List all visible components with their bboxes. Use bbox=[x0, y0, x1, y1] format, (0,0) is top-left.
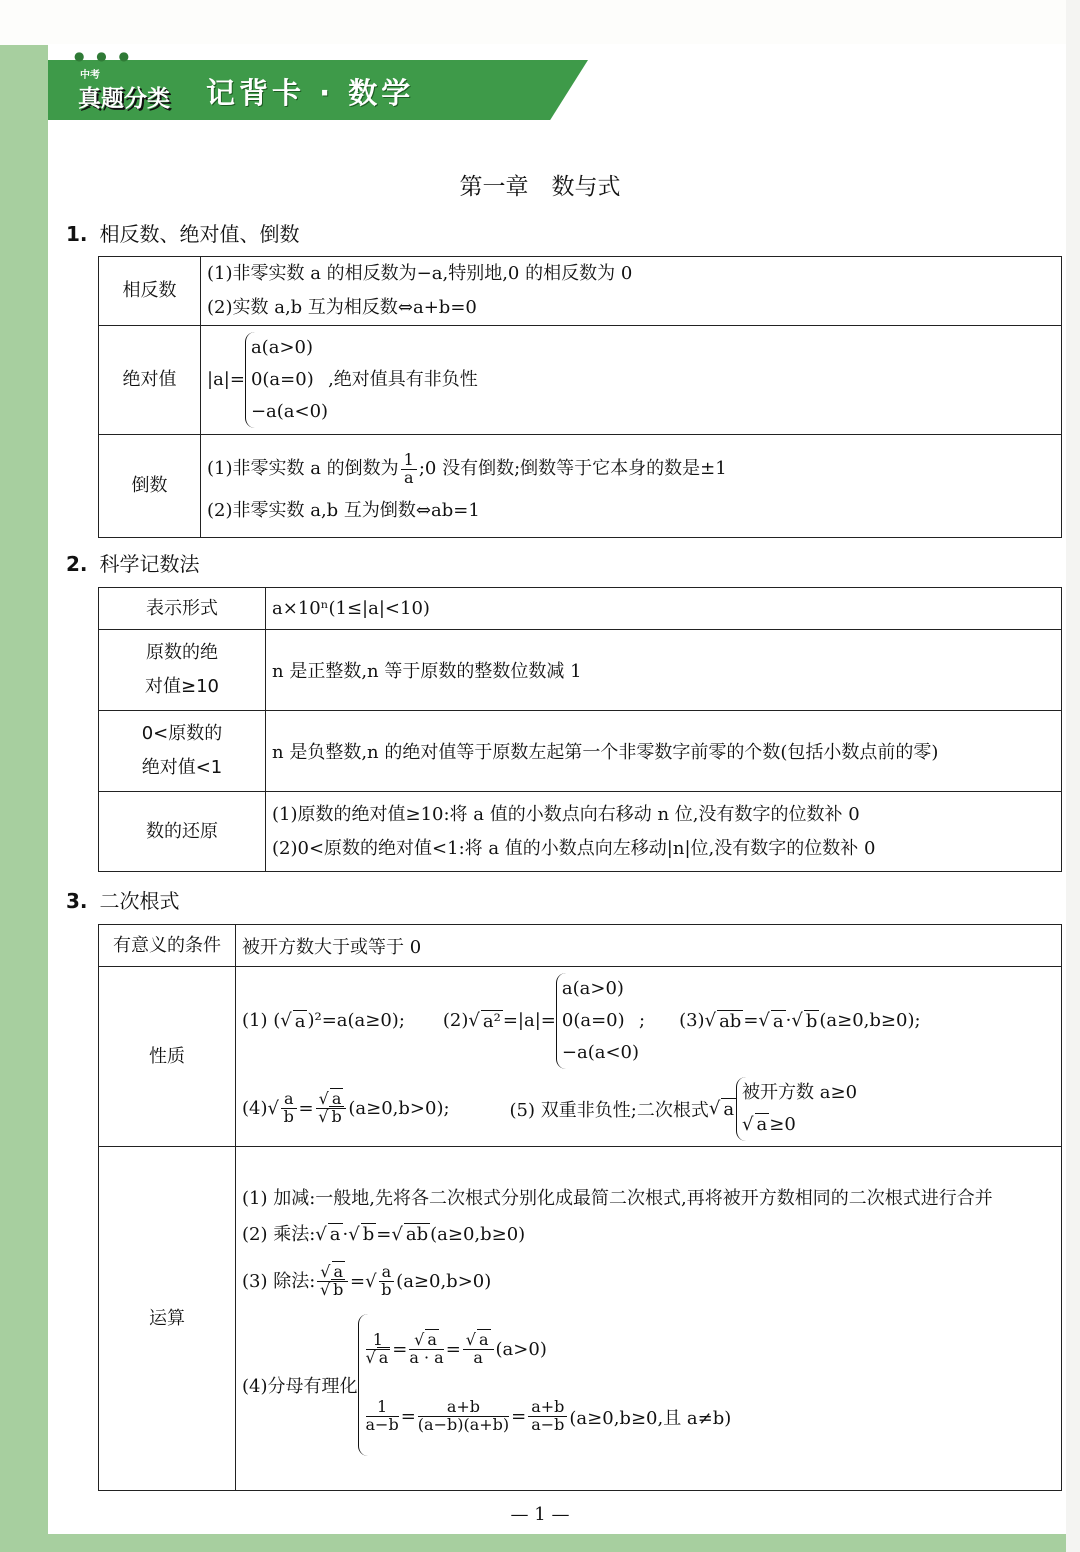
text-part: (a≥0,b≥0,且 a≠b) bbox=[569, 1407, 732, 1429]
case-line: ≥0 bbox=[769, 1113, 796, 1135]
table-row bbox=[99, 326, 1062, 435]
text-part: =|a|= bbox=[502, 1010, 556, 1031]
table-row bbox=[99, 792, 1062, 872]
radicand: b bbox=[805, 1010, 818, 1032]
table-scientific-notation bbox=[98, 587, 1062, 872]
table-row bbox=[99, 257, 1062, 326]
case-line: −a(a<0) bbox=[561, 1041, 639, 1063]
text-part: = bbox=[400, 1406, 416, 1427]
text-part: ; bbox=[639, 1010, 646, 1031]
text-part: (a≥0,b≥0) bbox=[430, 1223, 526, 1245]
table-row: 运算 (1) 加减:一般地,先将各二次根式分别化成最简二次根式,再将被开方数相同的二次根式进行合并 (2) 乘法:√ a ·√ b =√ ab (a≥0,b≥0) (3) 除法: $\frac{√ a}{√ b}$ =√ $\frac{a}{b}$ (a≥0,b>0) (4)分母有理化 $\frac{1}{√ a}$ = $\frac{√ a}{a \cdot a}$ = $\frac{√ a}{a}$ (a>0) $\frac{1}{a-b}$ = $\frac{a+b}{(a-b)(a+b)}$ = $\frac{a+b}{a-b}$ (a≥0,b≥0,且 a≠b) bbox=[99, 1147, 1062, 1491]
denominator: a · a bbox=[409, 1348, 444, 1367]
section-number: 3. bbox=[66, 889, 88, 913]
row-label: 运算 bbox=[99, 1147, 236, 1491]
case-line: a(a>0) bbox=[561, 977, 624, 999]
row-label: 绝对值 bbox=[99, 326, 201, 435]
row-label bbox=[99, 630, 266, 711]
label-line: 绝对值<1 bbox=[141, 757, 223, 778]
text-part: (3) bbox=[679, 1010, 705, 1031]
text-part: (2) 乘法: bbox=[242, 1223, 316, 1245]
case-line: 0(a=0) bbox=[561, 1009, 625, 1031]
numerator: 1 bbox=[401, 452, 417, 470]
radicand: a bbox=[427, 1330, 437, 1350]
table-row bbox=[99, 630, 1062, 711]
radicand: a bbox=[329, 1223, 341, 1245]
denominator: √ a bbox=[365, 1348, 389, 1367]
table-row bbox=[99, 711, 1062, 792]
label-line: 原数的绝 bbox=[146, 642, 218, 663]
radicand: b bbox=[333, 1280, 344, 1299]
header-dots: ● ● ● bbox=[74, 49, 134, 63]
fraction bbox=[366, 1332, 391, 1367]
text-part: = bbox=[392, 1339, 408, 1360]
fraction bbox=[379, 1264, 395, 1299]
text-part: (1)非零实数 a 的倒数为 bbox=[207, 458, 399, 479]
radicand: a bbox=[294, 1010, 306, 1032]
case-line: a(a>0) bbox=[250, 337, 313, 358]
numerator: √ a bbox=[317, 1264, 348, 1282]
text-line: (2)实数 a,b 互为相反数⇔a+b=0 bbox=[207, 297, 477, 318]
radicand: a bbox=[378, 1348, 389, 1367]
row-text: n 是负整数,n 的绝对值等于原数左起第一个非零数字前零的个数(包括小数点前的零) bbox=[266, 711, 1062, 792]
text-part: (3) 除法: bbox=[242, 1270, 316, 1292]
text-part: = bbox=[445, 1339, 461, 1360]
numerator: √ a bbox=[463, 1332, 494, 1350]
text-part: = bbox=[298, 1098, 314, 1119]
abs-tail: ,绝对值具有非负性 bbox=[328, 369, 478, 390]
fraction bbox=[418, 1399, 509, 1434]
text-part: · bbox=[342, 1223, 349, 1245]
text-line: (1)原数的绝对值≥10:将 a 值的小数点向右移动 n 位,没有数字的位数补 0 bbox=[272, 803, 860, 825]
chapter-title: 第一章 数与式 bbox=[459, 174, 621, 200]
text-part: (a>0) bbox=[495, 1339, 547, 1360]
label-line: 0<原数的 bbox=[141, 723, 223, 744]
cases-brace bbox=[245, 332, 328, 428]
row-label: 倒数 bbox=[99, 435, 201, 538]
case-line: 0(a=0) bbox=[250, 369, 314, 390]
text-part: ;0 没有倒数;倒数等于它本身的数是±1 bbox=[418, 458, 727, 479]
text-part: (1) ( bbox=[242, 1010, 281, 1031]
row-text: 被开方数大于或等于 0 bbox=[236, 925, 1062, 967]
case-line: −a(a<0) bbox=[250, 401, 329, 422]
radicand: a bbox=[333, 1262, 344, 1282]
numerator: 1 bbox=[366, 1332, 391, 1350]
row-label: 数的还原 bbox=[99, 792, 266, 872]
denominator: a bbox=[473, 1348, 483, 1367]
fraction bbox=[401, 449, 417, 487]
numerator: 1 bbox=[366, 1399, 399, 1417]
row-label: 有意义的条件 bbox=[99, 925, 236, 967]
row-label bbox=[99, 711, 266, 792]
case-line: 被开方数 a≥0 bbox=[742, 1081, 858, 1103]
section-number: 2. bbox=[66, 552, 88, 576]
denominator: √ b bbox=[318, 1107, 342, 1126]
text-part: = bbox=[350, 1270, 366, 1292]
table-row bbox=[99, 588, 1062, 630]
header-small-tag: 中考 bbox=[80, 70, 100, 81]
table-quadratic-radicals bbox=[98, 924, 1062, 1491]
text-line: (1) 加减:一般地,先将各二次根式分别化成最简二次根式,再将被开方数相同的二次根式进行合并 bbox=[242, 1187, 993, 1209]
section-3-heading bbox=[66, 885, 180, 914]
table-row bbox=[99, 435, 1062, 538]
text-line: (1)非零实数 a 的相反数为−a,特别地,0 的相反数为 0 bbox=[207, 263, 633, 284]
text-line: (2)0<原数的绝对值<1:将 a 值的小数点向左移动|n|位,没有数字的位数补 0 bbox=[272, 837, 876, 859]
denominator: b bbox=[283, 1107, 294, 1126]
text-part: = bbox=[511, 1406, 527, 1427]
table-row: 性质 (1) ( √ a )²=a(a≥0); (2) √ a² =|a|= a(a>0) 0(a=0) −a(a<0) ; (3) √ ab = √ a · √ b (a≥0,b≥0); (4) √ $\frac{a}{b}$ = $\frac{√ a}{√ b}$ (a≥0,b>0); (5) 双重非负性;二次根式 √ a 被开方数 a≥0 √ a ≥0 bbox=[99, 967, 1062, 1147]
numerator: a+b bbox=[528, 1399, 567, 1417]
radicand: ab bbox=[405, 1223, 429, 1245]
radicand: b bbox=[362, 1223, 375, 1245]
denominator: b bbox=[381, 1280, 392, 1299]
section-title: 相反数、绝对值、倒数 bbox=[99, 222, 300, 246]
header-title: 记背卡 · 数学 bbox=[206, 76, 415, 110]
numerator: a+b bbox=[418, 1399, 509, 1417]
radicand: a bbox=[331, 1089, 342, 1109]
text-part: (2) bbox=[442, 1010, 469, 1031]
denominator: (a−b)(a+b) bbox=[417, 1415, 510, 1434]
radicand: a bbox=[478, 1330, 489, 1350]
text-part: (a≥0,b>0); bbox=[348, 1098, 450, 1119]
text-part: = bbox=[376, 1223, 392, 1245]
cases-brace bbox=[556, 973, 639, 1069]
fraction bbox=[366, 1399, 399, 1434]
fraction bbox=[316, 1091, 347, 1126]
text-part: (5) 双重非负性;二次根式 bbox=[509, 1099, 709, 1121]
fraction bbox=[317, 1264, 348, 1299]
numerator: a bbox=[281, 1091, 297, 1109]
abs-lhs: |a|= bbox=[207, 369, 245, 390]
radicand: ab bbox=[719, 1010, 742, 1032]
radicand: a bbox=[723, 1098, 735, 1120]
right-margin bbox=[1066, 0, 1080, 1552]
text-part: (4) bbox=[242, 1098, 268, 1119]
header-brand: 真题分类 bbox=[78, 86, 170, 112]
radicand: a² bbox=[482, 1010, 501, 1032]
radicand: a bbox=[772, 1010, 784, 1032]
radicand: a bbox=[756, 1113, 768, 1135]
text-part: (a≥0,b≥0); bbox=[819, 1010, 921, 1031]
fraction bbox=[528, 1399, 567, 1434]
text-part: )²=a(a≥0); bbox=[307, 1010, 405, 1031]
numerator: √ a bbox=[316, 1091, 347, 1109]
text-part: · bbox=[785, 1010, 792, 1031]
table-row bbox=[99, 925, 1062, 967]
text-part: (a≥0,b>0) bbox=[396, 1270, 492, 1292]
radicand: b bbox=[331, 1107, 342, 1126]
denominator: a bbox=[403, 467, 414, 487]
denominator: √ b bbox=[319, 1280, 344, 1299]
label-line: 对值≥10 bbox=[145, 676, 219, 697]
denominator: a−b bbox=[531, 1415, 565, 1434]
row-label: 相反数 bbox=[99, 257, 201, 326]
cases-brace: 被开方数 a≥0 √ a ≥0 bbox=[736, 1077, 857, 1141]
section-title: 二次根式 bbox=[99, 889, 180, 913]
row-text: a×10ⁿ(1≤|a|<10) bbox=[266, 588, 1062, 630]
row-label: 表示形式 bbox=[99, 588, 266, 630]
cases-brace bbox=[358, 1314, 732, 1456]
fraction bbox=[281, 1091, 297, 1126]
table-opposite-abs-reciprocal bbox=[98, 256, 1062, 538]
text-line: (2)非零实数 a,b 互为倒数⇔ab=1 bbox=[207, 500, 480, 521]
text-part: (4)分母有理化 bbox=[242, 1375, 358, 1397]
text-part: = bbox=[743, 1010, 759, 1031]
section-1-heading bbox=[66, 218, 300, 247]
top-margin bbox=[0, 0, 1080, 45]
section-number: 1. bbox=[66, 222, 88, 246]
fraction bbox=[409, 1332, 443, 1367]
numerator: a bbox=[379, 1264, 395, 1282]
section-title: 科学记数法 bbox=[99, 552, 200, 576]
row-text: n 是正整数,n 等于原数的整数位数减 1 bbox=[266, 630, 1062, 711]
fraction bbox=[463, 1332, 494, 1367]
page-number: — 1 — bbox=[510, 1504, 570, 1525]
denominator: a−b bbox=[365, 1415, 399, 1434]
numerator: √ a bbox=[409, 1332, 443, 1350]
row-label: 性质 bbox=[99, 967, 236, 1147]
section-2-heading bbox=[66, 548, 200, 577]
